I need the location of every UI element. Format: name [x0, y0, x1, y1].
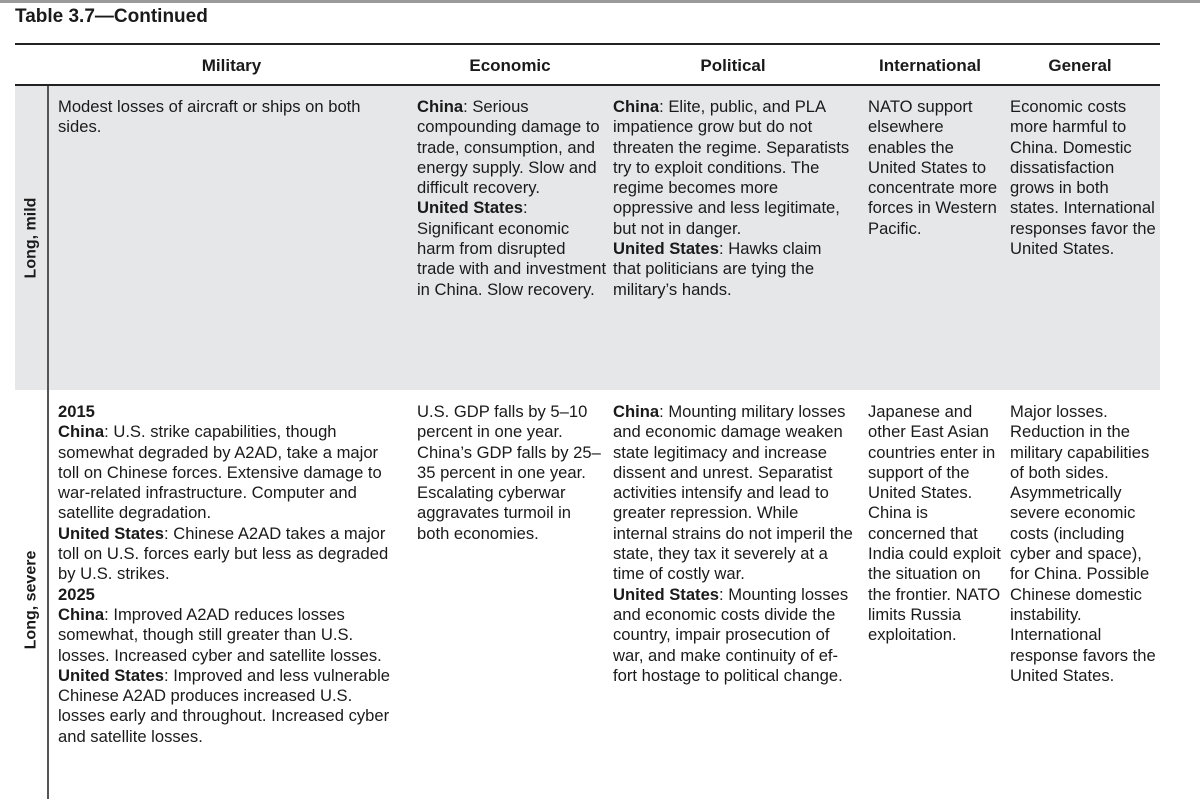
header-general: General [1048, 56, 1112, 75]
cell-military [58, 97, 403, 138]
paragraph-text: NATO support elsewhere enables the United States to concentrate more forces in Western Pacific. [868, 97, 998, 238]
cell-paragraph [58, 402, 403, 422]
paragraph-label: United States [58, 523, 165, 543]
header-international: International [878, 56, 981, 75]
table-top-rule [15, 43, 1160, 45]
row-label-long-mild [15, 86, 48, 390]
paragraph-text: : Elite, public, and PLA impatience grow but do not threaten the regime. Separatists try to exploit conditions. The regime becomes more oppressive and less legitimate, but not in danger. [613, 97, 850, 238]
paragraph-label: 2015 [58, 402, 95, 421]
paragraph-label: China [417, 97, 464, 116]
cell-political [613, 402, 853, 686]
cell-economic [417, 97, 607, 300]
cell-paragraph [58, 666, 403, 747]
header-economic: Economic [469, 56, 551, 75]
paragraph-text: : Serious compounding damage to trade, consumption, and energy supply. Slow and difficult recovery. [417, 97, 600, 198]
cell-paragraph [417, 402, 607, 544]
cell-paragraph [417, 198, 607, 299]
page-top-border [0, 0, 1200, 3]
cell-general [1010, 402, 1158, 686]
paragraph-text: : Mounting losses and economic costs divide the country, impair prosecution of war, and make continuity of effort hostage to political change. [613, 584, 849, 685]
cell-paragraph [613, 239, 853, 300]
cell-international [868, 97, 1003, 239]
row-label-text: Long, mild [22, 197, 40, 279]
cell-military [58, 402, 403, 747]
paragraph-text: : Hawks claim that politicians are tying the military’s hands. [613, 239, 822, 299]
cell-paragraph [1010, 97, 1158, 259]
paragraph-text: U.S. GDP falls by 5–10 percent in one year. China’s GDP falls by 25–35 percent in one year. Escalating cyberwar aggravates turmoil in both economies. [417, 402, 601, 543]
paragraph-label: United States [613, 584, 720, 604]
paragraph-text: Modest losses of aircraft or ships on both sides. [58, 97, 361, 137]
paragraph-text: : Significant economic harm from disrupted trade with and investment in China. Slow recovery. [417, 198, 607, 299]
paragraph-label: United States [417, 198, 524, 218]
paragraph-label: China [58, 422, 105, 442]
paragraph-text: Major losses. Reduction in the military capabilities of both sides. Asymmetrically severe economic costs (including cyber and space), for China. Possible Chinese domestic instability. International response favors the United States. [1010, 402, 1156, 685]
paragraph-label: 2025 [58, 584, 95, 604]
header-political: Political [700, 56, 766, 75]
cell-paragraph [58, 585, 403, 605]
cell-paragraph [58, 524, 403, 585]
paragraph-text: : U.S. strike capabilities, though somewhat degraded by A2AD, take a major toll on Chinese forces. Extensive damage to war-related infrastructure. Computer and satellite degradation. [58, 422, 382, 523]
cell-paragraph [1010, 402, 1158, 686]
paragraph-text: : Chinese A2AD takes a major toll on U.S. forces early but less as degraded by U.S. strikes. [58, 523, 389, 584]
row-label-long-severe [15, 400, 48, 799]
cell-paragraph [417, 97, 607, 198]
paragraph-label: China [613, 402, 660, 421]
paragraph-label: United States [58, 665, 165, 685]
cell-paragraph [58, 97, 403, 138]
row-label-text: Long, severe [22, 550, 40, 649]
cell-paragraph [613, 402, 853, 585]
paragraph-text: Economic costs more harmful to China. Domestic dissatisfaction grows in both states. International responses favor the United States. [1010, 97, 1156, 259]
cell-political [613, 97, 853, 300]
paragraph-text: Japanese and other East Asian countries enter in support of the United States. China is concerned that India could exploit the situation on the frontier. NATO limits Russia exploitation. [868, 402, 1001, 645]
cell-economic [417, 402, 607, 544]
paragraph-label: China [613, 97, 660, 116]
cell-paragraph [613, 585, 853, 686]
cell-paragraph [58, 605, 403, 666]
cell-international [868, 402, 1003, 646]
paragraph-label: United States [613, 239, 720, 259]
cell-paragraph [58, 422, 403, 523]
cell-paragraph [868, 402, 1003, 646]
paragraph-text: : Mounting military losses and economic damage weaken state legitimacy and increase dissent and unrest. Separatist activities intensify and lead to greater repression. While internal strains do not imperil the state, they tax it severely at a time of costly war. [613, 402, 853, 584]
paragraph-text: : Improved and less vulnerable Chinese A2AD produces increased U.S. losses early and throughout. Increased cyber and satellite losses. [58, 665, 391, 746]
cell-paragraph [613, 97, 853, 239]
paragraph-text: : Improved A2AD reduces losses somewhat, though still greater than U.S. losses. Increased cyber and satellite losses. [58, 604, 382, 665]
cell-general [1010, 97, 1158, 259]
header-military: Military [201, 56, 262, 75]
cell-paragraph [868, 97, 1003, 239]
table-title: Table 3.7—Continued [15, 6, 208, 27]
paragraph-label: China [58, 604, 105, 624]
